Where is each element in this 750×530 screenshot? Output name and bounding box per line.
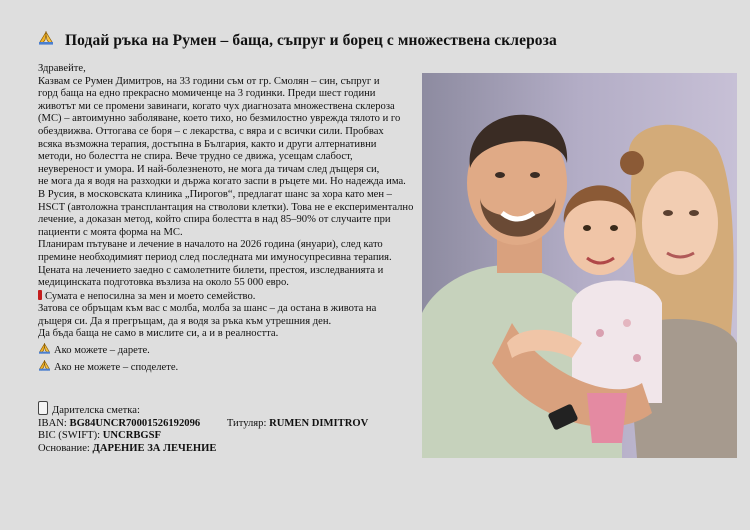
story <box>38 63 418 374</box>
holder <box>227 418 368 431</box>
cost-line <box>38 290 418 304</box>
iban-value: BG84UNCR70001526192096 <box>69 417 201 429</box>
iban-label: IBAN: <box>38 417 67 429</box>
donation-heading <box>38 401 418 418</box>
purpose-value: ДАРЕНИЕ ЗА ЛЕЧЕНИЕ <box>92 442 217 454</box>
iban-row <box>38 418 418 431</box>
ask-share-text: Ако не можете – споделете. <box>54 361 179 373</box>
story-line: HSCT (автоложна трансплантация на стволови клетки). Това не е експериментално <box>38 201 414 213</box>
donation-heading-text: Дарителска сметка: <box>52 405 140 416</box>
phone-icon <box>38 401 48 415</box>
story-line: обездвижва. Оттогава се боря – с лекарства, с вяра и с всички сили. Пробвах <box>38 125 384 137</box>
story-line: животът ми се промени завинаги, когато чух диагнозата множествена склероза <box>38 100 395 112</box>
bic-value: UNCRBGSF <box>102 430 162 442</box>
ask-donate <box>38 343 418 358</box>
praying-hands-icon <box>38 343 52 354</box>
story-line: не мога да я водя на разходки и държа когато заспи в ръцете ми. Но надежда има. <box>38 176 406 188</box>
page-title <box>38 31 738 50</box>
bic-row <box>38 430 418 443</box>
story-line: неувереност и умора. И най-болезненото, не мога да тичам след дъщеря си, <box>38 163 380 175</box>
holder-value: RUMEN DIMITROV <box>269 417 369 429</box>
greeting: Здравейте, <box>38 63 86 74</box>
story-line: методи, но болестта не спира. Вече трудно се движа, усещам слабост, <box>38 151 353 163</box>
story-line: горд баща на едно прекрасно момиченце на 3 годинки. Преди шест години <box>38 88 376 100</box>
story-line: медицинската подготовка възлиза на около 55 000 евро. <box>38 277 289 289</box>
story-line: Планирам пътуване и лечение в началото на 2026 година (януари), след като <box>38 239 383 251</box>
ask-share <box>38 360 418 375</box>
plea-line: дъщеря си. Да я прегръщам, да я водя за ръка към утрешния ден. <box>38 315 332 327</box>
cost-text: Сумата е непосилна за мен и моето семейство. <box>45 290 256 302</box>
praying-hands-icon <box>38 360 52 371</box>
story-line: пациенти с моята форма на МС. <box>38 226 183 238</box>
plea-line: Затова се обръщам към вас с молба, молба за шанс – да остана в живота на <box>38 303 377 315</box>
holder-label: Титуляр: <box>226 417 267 429</box>
story-line: премине необходимият период след последната ми имуносупресивна терапия. <box>38 251 392 263</box>
donation-details <box>38 401 418 455</box>
story-line: Цената на лечението заедно с самолетните билети, престоя, изследванията и <box>38 264 384 276</box>
story-line: лечение, а доказан метод, който спира болестта в над 85–90% от случаите при <box>38 214 391 226</box>
plea-line: Да бъда баща не само в мислите си, а и в реалността. <box>38 328 279 340</box>
bic-label: BIC (SWIFT): <box>38 430 101 442</box>
family-photo <box>422 73 737 458</box>
title-text: Подай ръка на Румен – баща, съпруг и борец с множествена склероза <box>64 32 557 49</box>
purpose-label: Основание: <box>38 442 90 454</box>
purpose-row <box>38 443 418 456</box>
story-line: В Русия, в московската клиника „Пирогов“, предлагат шанс за хора като мен – <box>38 188 392 200</box>
story-line: (МС) – автоимунно заболяване, което тихо, но безмилостно уврежда тялото и го <box>38 113 401 125</box>
story-line: Казвам се Румен Димитров, на 33 години съм от гр. Смолян – син, съпруг и <box>38 75 380 87</box>
exclamation-icon <box>38 290 42 300</box>
praying-hands-icon <box>38 31 56 50</box>
ask-donate-text: Ако можете – дарете. <box>54 345 150 357</box>
story-line: всяка възможна терапия, достъпна в България, както и други алтернативни <box>38 138 377 150</box>
